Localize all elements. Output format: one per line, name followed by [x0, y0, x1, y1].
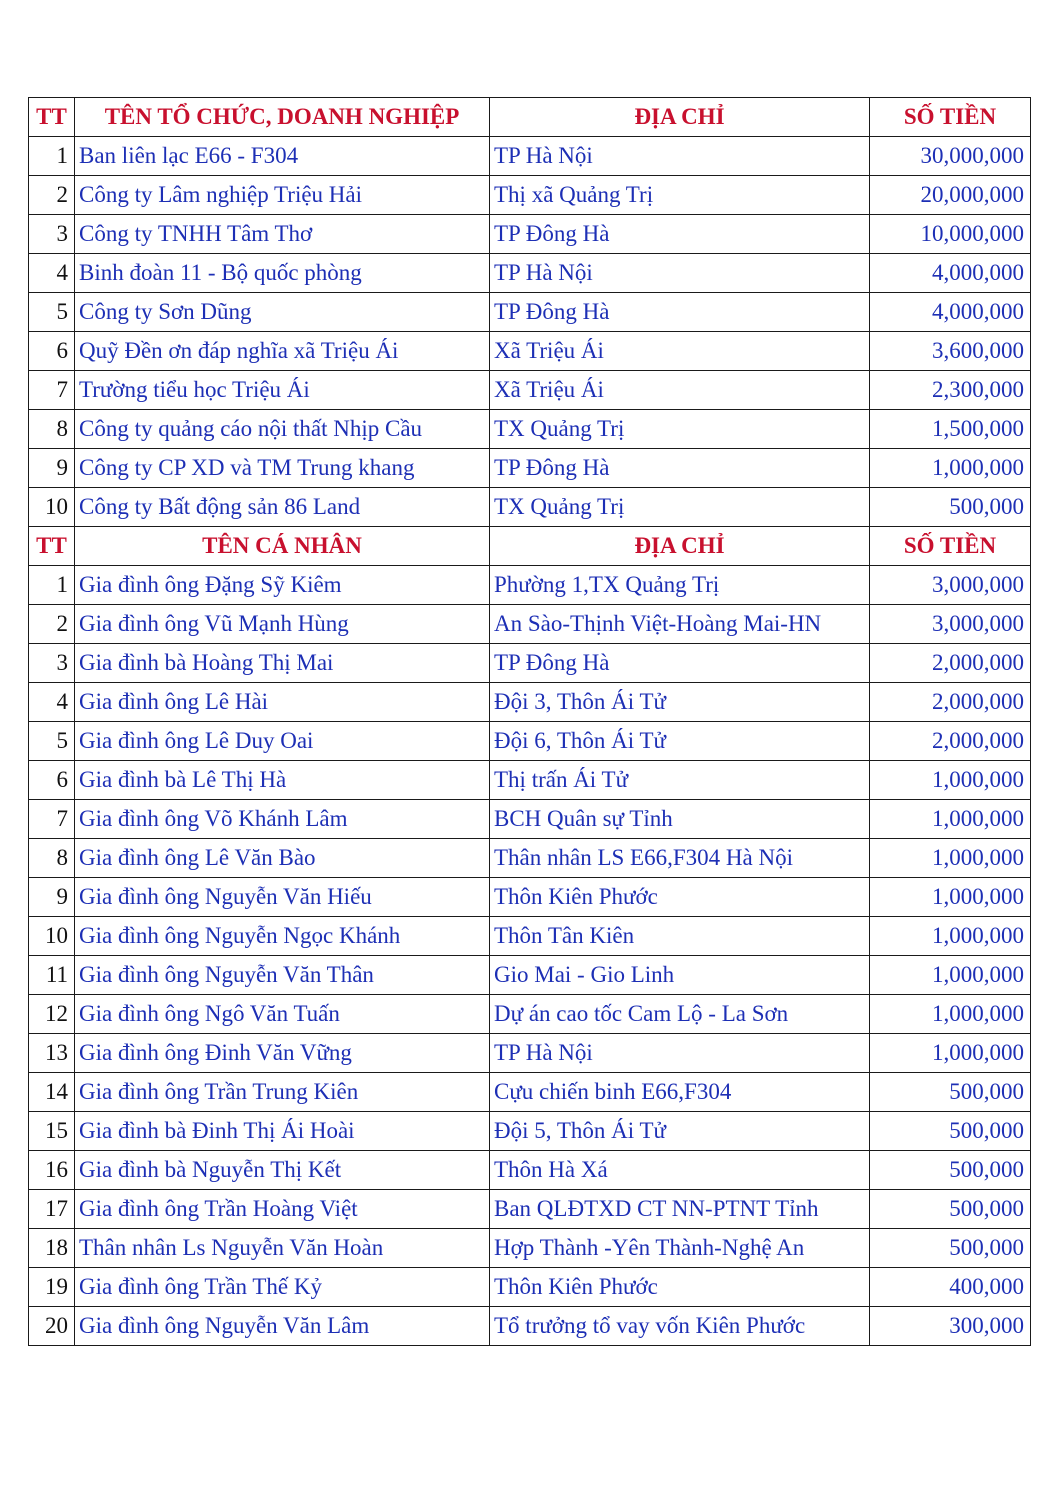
organization-row	[29, 410, 1031, 449]
row-index: 7	[29, 800, 75, 839]
row-address: TP Hà Nội	[490, 254, 870, 293]
row-index: 11	[29, 956, 75, 995]
row-index: 16	[29, 1151, 75, 1190]
row-address: Thân nhân LS E66,F304 Hà Nội	[490, 839, 870, 878]
row-index: 15	[29, 1112, 75, 1151]
row-address: Thôn Kiên Phước	[490, 1268, 870, 1307]
row-index: 20	[29, 1307, 75, 1346]
individual-row	[29, 1190, 1031, 1229]
row-name: Gia đình ông Đặng Sỹ Kiêm	[75, 566, 490, 605]
row-amount: 1,000,000	[870, 956, 1031, 995]
header-amount: SỐ TIỀN	[870, 527, 1031, 566]
row-address: Hợp Thành -Yên Thành-Nghệ An	[490, 1229, 870, 1268]
individual-row	[29, 1307, 1031, 1346]
row-name: Công ty quảng cáo nội thất Nhịp Cầu	[75, 410, 490, 449]
row-index: 10	[29, 488, 75, 527]
row-name: Quỹ Đền ơn đáp nghĩa xã Triệu Ái	[75, 332, 490, 371]
donation-table	[28, 97, 1031, 1346]
row-index: 5	[29, 293, 75, 332]
individual-row	[29, 683, 1031, 722]
row-name: Gia đình ông Vũ Mạnh Hùng	[75, 605, 490, 644]
row-address: Thôn Kiên Phước	[490, 878, 870, 917]
row-index: 4	[29, 683, 75, 722]
row-amount: 4,000,000	[870, 254, 1031, 293]
row-name: Công ty Lâm nghiệp Triệu Hải	[75, 176, 490, 215]
row-name: Gia đình bà Đinh Thị Ái Hoài	[75, 1112, 490, 1151]
row-index: 2	[29, 605, 75, 644]
individual-row	[29, 995, 1031, 1034]
row-amount: 4,000,000	[870, 293, 1031, 332]
organization-row	[29, 449, 1031, 488]
row-address: Phường 1,TX Quảng Trị	[490, 566, 870, 605]
row-amount: 500,000	[870, 1151, 1031, 1190]
row-address: Đội 5, Thôn Ái Tử	[490, 1112, 870, 1151]
individual-row	[29, 839, 1031, 878]
row-name: Gia đình ông Nguyễn Văn Thân	[75, 956, 490, 995]
individual-row	[29, 1034, 1031, 1073]
row-name: Công ty Bất động sản 86 Land	[75, 488, 490, 527]
row-amount: 1,000,000	[870, 839, 1031, 878]
organization-row	[29, 293, 1031, 332]
row-name: Công ty TNHH Tâm Thơ	[75, 215, 490, 254]
row-address: TX Quảng Trị	[490, 410, 870, 449]
row-amount: 2,000,000	[870, 644, 1031, 683]
row-address: Ban QLĐTXD CT NN-PTNT Tỉnh	[490, 1190, 870, 1229]
row-name: Gia đình ông Ngô Văn Tuấn	[75, 995, 490, 1034]
header-individual-name: TÊN CÁ NHÂN	[75, 527, 490, 566]
organization-row	[29, 332, 1031, 371]
individual-row	[29, 761, 1031, 800]
row-amount: 2,300,000	[870, 371, 1031, 410]
row-address: TP Đông Hà	[490, 215, 870, 254]
individual-row	[29, 1268, 1031, 1307]
header-tt: TT	[29, 98, 75, 137]
row-amount: 1,000,000	[870, 1034, 1031, 1073]
row-index: 9	[29, 878, 75, 917]
row-amount: 1,000,000	[870, 449, 1031, 488]
row-address: An Sào-Thịnh Việt-Hoàng Mai-HN	[490, 605, 870, 644]
row-name: Gia đình ông Lê Văn Bào	[75, 839, 490, 878]
row-address: TP Đông Hà	[490, 449, 870, 488]
row-index: 17	[29, 1190, 75, 1229]
row-index: 6	[29, 332, 75, 371]
row-name: Gia đình ông Nguyễn Văn Hiếu	[75, 878, 490, 917]
row-address: TP Đông Hà	[490, 644, 870, 683]
row-amount: 10,000,000	[870, 215, 1031, 254]
row-address: TX Quảng Trị	[490, 488, 870, 527]
individual-row	[29, 722, 1031, 761]
row-name: Ban liên lạc E66 - F304	[75, 137, 490, 176]
row-address: TP Hà Nội	[490, 137, 870, 176]
row-name: Gia đình ông Đinh Văn Vững	[75, 1034, 490, 1073]
row-index: 9	[29, 449, 75, 488]
individual-row	[29, 1073, 1031, 1112]
individual-row	[29, 1112, 1031, 1151]
row-amount: 1,000,000	[870, 917, 1031, 956]
row-address: Tổ trưởng tổ vay vốn Kiên Phước	[490, 1307, 870, 1346]
individual-row	[29, 605, 1031, 644]
row-name: Gia đình ông Trần Thế Kỷ	[75, 1268, 490, 1307]
row-address: Thôn Hà Xá	[490, 1151, 870, 1190]
row-amount: 1,500,000	[870, 410, 1031, 449]
row-name: Gia đình ông Võ Khánh Lâm	[75, 800, 490, 839]
row-name: Gia đình ông Trần Hoàng Việt	[75, 1190, 490, 1229]
donation-table-body	[29, 98, 1031, 1346]
organization-row	[29, 215, 1031, 254]
row-amount: 20,000,000	[870, 176, 1031, 215]
row-name: Gia đình ông Trần Trung Kiên	[75, 1073, 490, 1112]
organization-row	[29, 488, 1031, 527]
individual-row	[29, 644, 1031, 683]
organization-row	[29, 371, 1031, 410]
row-name: Binh đoàn 11 - Bộ quốc phòng	[75, 254, 490, 293]
row-amount: 3,000,000	[870, 605, 1031, 644]
organization-row	[29, 137, 1031, 176]
row-amount: 300,000	[870, 1307, 1031, 1346]
header-address: ĐỊA CHỈ	[490, 98, 870, 137]
individual-row	[29, 800, 1031, 839]
row-address: Gio Mai - Gio Linh	[490, 956, 870, 995]
individual-row	[29, 566, 1031, 605]
organization-row	[29, 176, 1031, 215]
row-name: Gia đình bà Nguyễn Thị Kết	[75, 1151, 490, 1190]
row-index: 3	[29, 644, 75, 683]
row-index: 8	[29, 410, 75, 449]
row-amount: 2,000,000	[870, 722, 1031, 761]
row-address: Đội 6, Thôn Ái Tử	[490, 722, 870, 761]
row-amount: 2,000,000	[870, 683, 1031, 722]
row-amount: 500,000	[870, 1229, 1031, 1268]
row-name: Gia đình ông Nguyễn Ngọc Khánh	[75, 917, 490, 956]
organization-row	[29, 254, 1031, 293]
individual-row	[29, 1151, 1031, 1190]
row-amount: 30,000,000	[870, 137, 1031, 176]
row-name: Gia đình ông Lê Duy Oai	[75, 722, 490, 761]
row-amount: 500,000	[870, 1073, 1031, 1112]
row-amount: 1,000,000	[870, 878, 1031, 917]
row-address: Thị xã Quảng Trị	[490, 176, 870, 215]
row-index: 8	[29, 839, 75, 878]
row-index: 7	[29, 371, 75, 410]
header-tt: TT	[29, 527, 75, 566]
row-address: TP Hà Nội	[490, 1034, 870, 1073]
individual-row	[29, 917, 1031, 956]
row-name: Thân nhân Ls Nguyễn Văn Hoàn	[75, 1229, 490, 1268]
row-amount: 1,000,000	[870, 761, 1031, 800]
row-amount: 500,000	[870, 488, 1031, 527]
header-amount: SỐ TIỀN	[870, 98, 1031, 137]
row-address: Dự án cao tốc Cam Lộ - La Sơn	[490, 995, 870, 1034]
individual-row	[29, 878, 1031, 917]
row-amount: 1,000,000	[870, 800, 1031, 839]
individuals-header-row	[29, 527, 1031, 566]
header-org-name: TÊN TỔ CHỨC, DOANH NGHIỆP	[75, 98, 490, 137]
row-address: Thị trấn Ái Tử	[490, 761, 870, 800]
organizations-header-row	[29, 98, 1031, 137]
row-index: 14	[29, 1073, 75, 1112]
row-index: 3	[29, 215, 75, 254]
row-address: Thôn Tân Kiên	[490, 917, 870, 956]
row-amount: 3,600,000	[870, 332, 1031, 371]
header-address: ĐỊA CHỈ	[490, 527, 870, 566]
row-name: Trường tiểu học Triệu Ái	[75, 371, 490, 410]
row-name: Công ty CP XD và TM Trung khang	[75, 449, 490, 488]
row-amount: 500,000	[870, 1190, 1031, 1229]
row-index: 6	[29, 761, 75, 800]
row-amount: 500,000	[870, 1112, 1031, 1151]
row-name: Gia đình ông Lê Hài	[75, 683, 490, 722]
row-index: 19	[29, 1268, 75, 1307]
row-address: Xã Triệu Ái	[490, 371, 870, 410]
row-name: Gia đình bà Hoàng Thị Mai	[75, 644, 490, 683]
row-index: 18	[29, 1229, 75, 1268]
individual-row	[29, 956, 1031, 995]
row-index: 2	[29, 176, 75, 215]
row-index: 4	[29, 254, 75, 293]
row-name: Gia đình bà Lê Thị Hà	[75, 761, 490, 800]
row-address: Đội 3, Thôn Ái Tử	[490, 683, 870, 722]
row-amount: 400,000	[870, 1268, 1031, 1307]
row-index: 5	[29, 722, 75, 761]
row-index: 1	[29, 566, 75, 605]
individual-row	[29, 1229, 1031, 1268]
row-name: Gia đình ông Nguyễn Văn Lâm	[75, 1307, 490, 1346]
row-name: Công ty Sơn Dũng	[75, 293, 490, 332]
row-address: BCH Quân sự Tỉnh	[490, 800, 870, 839]
row-amount: 1,000,000	[870, 995, 1031, 1034]
row-amount: 3,000,000	[870, 566, 1031, 605]
row-address: Cựu chiến binh E66,F304	[490, 1073, 870, 1112]
row-address: Xã Triệu Ái	[490, 332, 870, 371]
row-index: 10	[29, 917, 75, 956]
row-index: 12	[29, 995, 75, 1034]
row-index: 13	[29, 1034, 75, 1073]
row-address: TP Đông Hà	[490, 293, 870, 332]
row-index: 1	[29, 137, 75, 176]
